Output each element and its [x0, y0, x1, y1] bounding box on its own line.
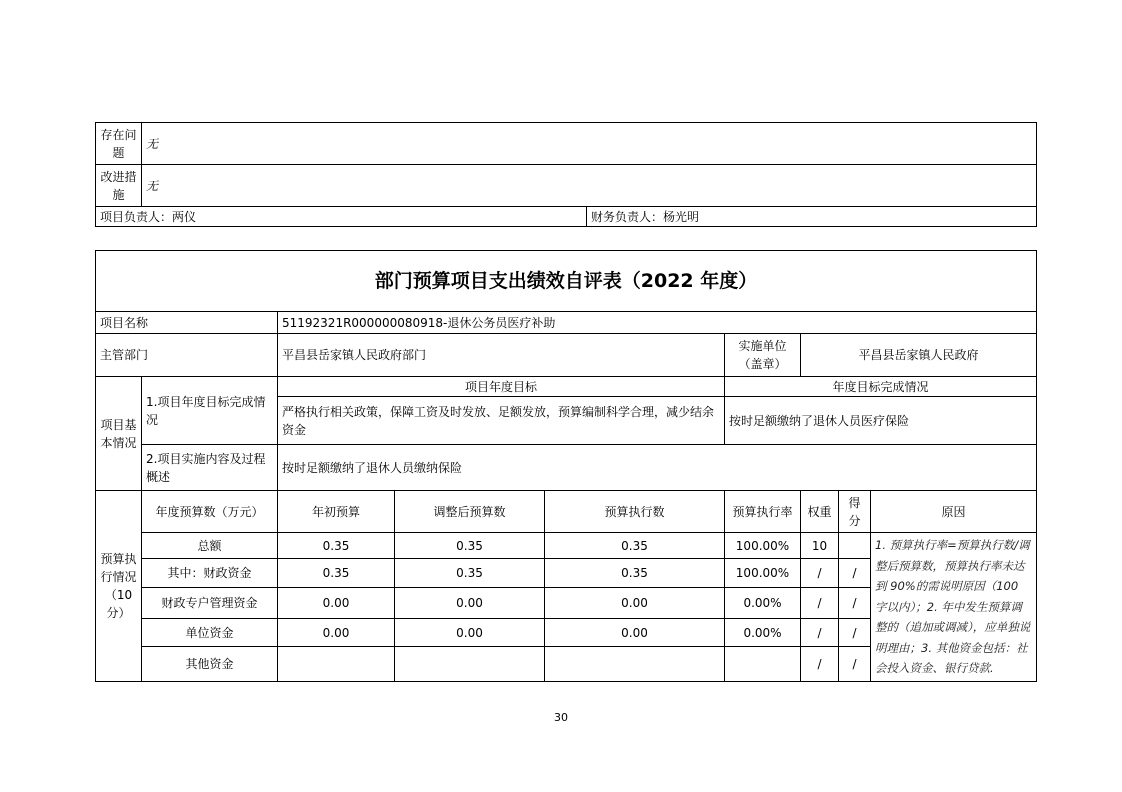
header-budget: 年度预算数（万元）	[142, 491, 278, 533]
row-initial	[278, 647, 395, 682]
row-executed: 0.35	[545, 533, 725, 559]
row-weight: 10	[801, 533, 839, 559]
row-name: 总额	[142, 533, 278, 559]
reason-note: 1. 预算执行率=预算执行数/调整后预算数，预算执行率未达到 90%的需说明原因（100 字以内）；2. 年中发生预算调整的（追加或调减），应单独说明理由；3. 其他资金包括：社会投入资金、银行贷款.	[871, 533, 1037, 682]
improve-label: 改进措施	[96, 165, 142, 207]
row-adjusted: 0.35	[395, 533, 545, 559]
row-name: 其中：财政资金	[142, 559, 278, 588]
row-score: /	[839, 647, 871, 682]
process-label: 2.项目实施内容及过程概述	[142, 445, 278, 491]
row-weight: /	[801, 619, 839, 647]
row-initial: 0.35	[278, 559, 395, 588]
row-adjusted: 0.35	[395, 559, 545, 588]
row-adjusted: 0.00	[395, 588, 545, 619]
improve-value: 无	[142, 165, 1037, 207]
impl-unit-value: 平昌县岳家镇人民政府	[801, 334, 1037, 377]
row-executed: 0.00	[545, 619, 725, 647]
row-rate: 100.00%	[725, 559, 801, 588]
row-score: /	[839, 619, 871, 647]
header-rate: 预算执行率	[725, 491, 801, 533]
impl-unit-label: 实施单位（盖章）	[725, 334, 801, 377]
row-adjusted: 0.00	[395, 619, 545, 647]
row-rate: 100.00%	[725, 533, 801, 559]
row-weight: /	[801, 588, 839, 619]
row-score: /	[839, 559, 871, 588]
row-executed	[545, 647, 725, 682]
row-initial: 0.00	[278, 619, 395, 647]
header-initial: 年初预算	[278, 491, 395, 533]
form-title: 部门预算项目支出绩效自评表（2022 年度）	[96, 251, 1037, 312]
row-executed: 0.00	[545, 588, 725, 619]
header-executed: 预算执行数	[545, 491, 725, 533]
page-number: 30	[554, 711, 568, 724]
header-adjusted: 调整后预算数	[395, 491, 545, 533]
row-initial: 0.00	[278, 588, 395, 619]
row-name: 财政专户管理资金	[142, 588, 278, 619]
completion-text: 按时足额缴纳了退休人员医疗保险	[725, 397, 1037, 445]
problems-label: 存在问题	[96, 123, 142, 165]
row-adjusted	[395, 647, 545, 682]
row-weight: /	[801, 559, 839, 588]
project-lead: 项目负责人：两仪	[96, 207, 587, 227]
evaluation-form	[95, 250, 1037, 682]
row-score	[839, 533, 871, 559]
goal-completion-label: 1.项目年度目标完成情况	[142, 377, 278, 445]
completion-header: 年度目标完成情况	[725, 377, 1037, 397]
finance-lead: 财务负责人：杨光明	[587, 207, 1037, 227]
annual-goal-header: 项目年度目标	[278, 377, 725, 397]
row-rate: 0.00%	[725, 619, 801, 647]
problems-value: 无	[142, 123, 1037, 165]
row-score: /	[839, 588, 871, 619]
header-score: 得分	[839, 491, 871, 533]
project-name-label: 项目名称	[96, 312, 278, 334]
project-name: 51192321R000000080918-退休公务员医疗补助	[278, 312, 1037, 334]
row-weight: /	[801, 647, 839, 682]
row-initial: 0.35	[278, 533, 395, 559]
annual-goal: 严格执行相关政策，保障工资及时发放、足额发放，预算编制科学合理，减少结余资金	[278, 397, 725, 445]
row-rate: 0.00%	[725, 588, 801, 619]
header-weight: 权重	[801, 491, 839, 533]
basic-info-label: 项目基本情况	[96, 377, 142, 491]
dept-label: 主管部门	[96, 334, 278, 377]
row-name: 单位资金	[142, 619, 278, 647]
dept-value: 平昌县岳家镇人民政府部门	[278, 334, 725, 377]
header-reason: 原因	[871, 491, 1037, 533]
process-text: 按时足额缴纳了退休人员缴纳保险	[278, 445, 1037, 491]
problems-table	[95, 122, 1037, 227]
budget-exec-label: 预算执行情况（10分）	[96, 491, 142, 682]
row-executed: 0.35	[545, 559, 725, 588]
table-row	[96, 533, 1037, 559]
row-name: 其他资金	[142, 647, 278, 682]
row-rate	[725, 647, 801, 682]
